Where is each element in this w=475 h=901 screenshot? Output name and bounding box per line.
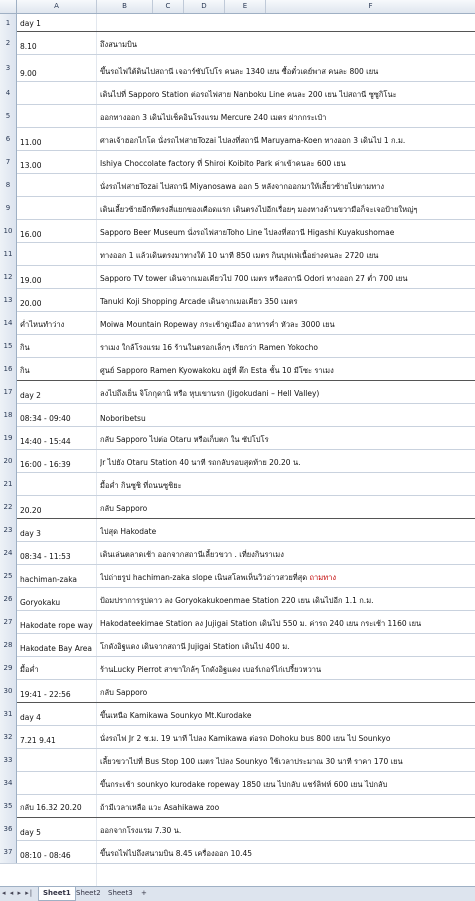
cell-b[interactable] (100, 549, 472, 561)
cell-a[interactable]: 19:41 - 22:56 (20, 690, 71, 699)
row-header[interactable]: 30 (0, 679, 17, 702)
cell-a[interactable]: 08:34 - 09:40 (20, 414, 71, 423)
select-all-corner[interactable] (0, 0, 17, 13)
table-row (0, 288, 475, 312)
column-header-b[interactable]: B (97, 0, 153, 13)
cell-b[interactable] (100, 595, 472, 607)
row-header[interactable]: 27 (0, 610, 17, 633)
cell-b-text: ทางออก 1 แล้วเดินตรงมาทางใต้ 10 นาที 850 เมตร กินบุฟเฟ่เนื้อย่างคนละ 2720 เยน (100, 251, 379, 260)
table-row (0, 196, 475, 220)
table-row (0, 610, 475, 634)
table-row (0, 679, 475, 703)
cell-b[interactable] (100, 710, 472, 722)
cell-a[interactable]: 08:34 - 11:53 (20, 552, 71, 561)
row-header[interactable]: 8 (0, 173, 17, 196)
table-row (0, 150, 475, 174)
cell-b[interactable] (100, 227, 472, 239)
row-header[interactable]: 12 (0, 265, 17, 288)
cell-a[interactable]: กิน (20, 343, 30, 352)
cell-b-text: เดินเล่นตลาดเช้า ออกจากสถานีเลี้ยวขวา . เที่ยงกินราเมง (100, 550, 284, 559)
cell-b-text: ขึ้นกระเช้า sounkyo kurodake ropeway 1850 เยน ไปกลับ แชร์ลิฟท์ 600 เยน ไปกลับ (100, 780, 388, 789)
table-row (0, 14, 475, 32)
row-header[interactable]: 31 (0, 702, 17, 725)
cell-a[interactable]: Goryokaku (20, 598, 61, 607)
cell-b[interactable] (100, 848, 472, 860)
cell-b[interactable] (100, 158, 472, 170)
table-row (0, 656, 475, 680)
cell-b[interactable] (100, 39, 472, 51)
cell-b-text: ลงไปถึงเย็น จิโกกุดานิ หรือ หุบเขานรก (Jigokudani – Hell Valley) (100, 389, 320, 398)
cell-a[interactable]: มื้อค่ำ (20, 665, 39, 674)
cell-b[interactable] (100, 250, 472, 262)
cell-b-text: เดินเลี้ยวซ้ายอีกทีตรงสี่แยกของเคือดแรก เดินตรงไปอีกเรื่อยๆ มองทางด้านขวามือก็จะเจอป้ายใหญ่ๆ (100, 205, 418, 214)
cell-b[interactable] (100, 296, 472, 308)
row-header[interactable]: 3 (0, 54, 17, 81)
cell-a[interactable]: day 1 (20, 19, 41, 28)
row-header[interactable]: 23 (0, 518, 17, 541)
cell-b-text: ศาลเจ้าฮอกไกโด นั่งรถไฟสายTozai ไปลงที่สถานี Maruyama-Koen ทางออก 3 เดินไป 1 ก.ม. (100, 136, 406, 145)
row-header[interactable]: 13 (0, 288, 17, 311)
cell-b-text: Hakodateekimae Station ลง Jujigai Station เดินไป 550 ม. ค่ารถ 240 เยน กระเช้า 1160 เยน (100, 619, 422, 628)
cell-b[interactable] (100, 480, 472, 492)
cell-b[interactable] (100, 414, 472, 423)
cell-a[interactable]: 8.10 (20, 42, 37, 51)
cell-a[interactable]: 08:10 - 08:46 (20, 851, 71, 860)
cell-a[interactable]: Hakodate Bay Area (20, 644, 93, 653)
cell-b-text: Ishiya Choccolate factory ที่ Shiroi Koibito Park ค่าเข้าคนละ 600 เยน (100, 159, 346, 168)
cell-b[interactable] (100, 204, 472, 216)
table-row (0, 334, 475, 358)
column-header-c[interactable]: C (153, 0, 184, 13)
table-row (0, 104, 475, 128)
row-header[interactable]: 22 (0, 495, 17, 518)
cell-b-text: กลับ Sapporo (100, 688, 148, 697)
table-row (0, 587, 475, 611)
cell-b-text: โกดังอิฐแดง เดินจากสถานี Jujigai Station เดินไป 400 ม. (100, 642, 290, 651)
cell-b[interactable] (100, 572, 472, 584)
table-row (0, 725, 475, 749)
cell-b[interactable] (100, 526, 472, 538)
table-row (0, 311, 475, 335)
cell-b[interactable] (100, 756, 472, 768)
cell-b[interactable] (100, 181, 472, 193)
table-row (0, 403, 475, 427)
row-header[interactable]: 1 (0, 14, 17, 31)
table-row (0, 564, 475, 588)
cell-b-text: ออกทางออก 3 เดินไปเช็คอินโรงแรม Mercure 240 เมตร ฝากกระเป๋า (100, 113, 327, 122)
cell-a[interactable]: 13.00 (20, 161, 42, 170)
cell-b-text: Jr ไปยัง Otaru Station 40 นาที รถกลับรอบสุดท้าย 20.20 น. (100, 458, 301, 467)
cell-a[interactable]: day 4 (20, 713, 41, 722)
cell-b[interactable] (100, 388, 472, 400)
row-header[interactable]: 35 (0, 794, 17, 817)
row-header[interactable]: 16 (0, 357, 17, 380)
cell-a[interactable]: กลับ 16.32 20.20 (20, 803, 82, 812)
cell-a[interactable]: 7.21 9.41 (20, 736, 56, 745)
row-header[interactable]: 29 (0, 656, 17, 679)
cell-b-text: Noboribetsu (100, 414, 146, 423)
row-header[interactable]: 34 (0, 771, 17, 794)
row-header[interactable]: 15 (0, 334, 17, 357)
cell-b-text: Sapporo TV tower เดินจากเมอเคียวไป 700 เมตร หรือสถานี Odori ทางออก 27 ต่ำ 700 เยน (100, 274, 408, 283)
cell-b[interactable] (100, 457, 472, 469)
row-header[interactable]: 37 (0, 840, 17, 863)
cell-b[interactable] (100, 503, 472, 515)
row-header[interactable]: 20 (0, 449, 17, 472)
column-header-f[interactable]: F (266, 0, 475, 13)
cell-a[interactable]: 11.00 (20, 138, 42, 147)
cell-b[interactable] (100, 825, 472, 837)
table-row (0, 426, 475, 450)
column-header-a[interactable]: A (17, 0, 97, 13)
cell-b-text: เลี้ยวขวาไปที่ Bus Stop 100 เมตร ไปลง Sounkyo ใช้เวลาประมาณ 30 นาที ราคา 170 เยน (100, 757, 403, 766)
table-row (0, 495, 475, 519)
sheet-tab-bar (0, 886, 475, 901)
cell-b-text: ถ้ามีเวลาเหลือ แวะ Asahikawa zoo (100, 803, 220, 812)
cell-b-text: กลับ Sapporo ไปต่อ Otaru หรือเก็บตก ใน ซัปโปโร (100, 435, 269, 444)
cell-b[interactable] (100, 618, 472, 630)
cell-a[interactable]: day 2 (20, 391, 41, 400)
table-row (0, 472, 475, 496)
table-row (0, 380, 475, 404)
cell-b-text: ไปถ่ายรูป hachiman-zaka slope เนินสโลพเห็นวิวอ่าวสวยที่สุด (100, 573, 308, 582)
cell-a[interactable]: ค่ำไหนทำว่าง (20, 320, 65, 329)
table-row (0, 702, 475, 726)
table-row (0, 748, 475, 772)
table-row (0, 794, 475, 818)
cell-b-text: ขึ้นรถไฟใต้ดินไปสถานี เจอาร์ซัปโปโร คนละ 1340 เยน ซื้อตั๋วเดย์พาส คนละ 800 เยน (100, 67, 379, 76)
cell-b-text: ไปสุด Hakodate (100, 527, 157, 536)
cell-b-text: ขึ้นรถไฟไปถึงสนามบิน 8.45 เครื่องออก 10.45 (100, 849, 253, 858)
cell-b-text: ป้อมปราการรูปดาว ลง Goryokakukoenmae Station 220 เยน เดินไปอีก 1.1 ก.ม. (100, 596, 374, 605)
row-header[interactable]: 32 (0, 725, 17, 748)
table-row (0, 633, 475, 657)
table-row (0, 817, 475, 841)
sheet-nav-arrows[interactable]: ◂ ◂ ▸ ▸| (2, 889, 34, 897)
cell-b[interactable] (100, 135, 472, 147)
row-header[interactable]: 9 (0, 196, 17, 219)
cell-b-text: Sapporo Beer Museum นั่งรถไฟสายToho Line ไปลงที่สถานี Higashi Kuyakushomae (100, 228, 395, 237)
cell-a[interactable]: 16:00 - 16:39 (20, 460, 71, 469)
cell-b-red-note: ถามทาง (309, 573, 337, 582)
table-row (0, 127, 475, 151)
cell-b[interactable] (100, 273, 472, 285)
cell-b-text: มื้อค่ำ กินซูชิ ที่ถนนซูชิยะ (100, 481, 182, 490)
row-header[interactable]: 2 (0, 31, 17, 54)
column-header-d[interactable]: D (184, 0, 225, 13)
table-row (0, 173, 475, 197)
row-header[interactable]: 11 (0, 242, 17, 265)
row-header[interactable]: 17 (0, 380, 17, 403)
column-header-e[interactable]: E (225, 0, 266, 13)
table-row (0, 357, 475, 381)
cell-b[interactable] (100, 687, 472, 699)
cell-a[interactable]: กิน (20, 366, 30, 375)
cell-a[interactable]: 9.00 (20, 69, 37, 78)
cell-b[interactable] (100, 779, 472, 791)
cell-b[interactable] (100, 733, 472, 745)
table-row (0, 81, 475, 105)
tab-sheet2[interactable]: Sheet2 (76, 889, 101, 897)
cell-b[interactable] (100, 434, 472, 446)
row-header[interactable]: 18 (0, 403, 17, 426)
add-sheet-icon[interactable]: + (141, 889, 147, 897)
table-row (0, 265, 475, 289)
table-row (0, 242, 475, 266)
cell-b-text: Moiwa Mountain Ropeway กระเช้าดูเมือง อาหารค่ำ หัวละ 3000 เยน (100, 320, 335, 329)
cell-b[interactable] (100, 664, 472, 676)
row-header[interactable]: 25 (0, 564, 17, 587)
cell-b[interactable] (100, 112, 472, 124)
cell-b-text: ร้านLucky Pierrot สาขาใกล้ๆ โกดังอิฐแดง เบอร์เกอร์ไก่เปรี้ยวหวาน (100, 665, 322, 674)
table-row (0, 840, 475, 864)
cell-a[interactable]: 20.00 (20, 299, 42, 308)
table-row (0, 771, 475, 795)
cell-b-text: ศูนย์ Sapporo Ramen Kyowakoku อยู่ที่ ตึก Esta ชั้น 10 มีโซะ ราเมง (100, 366, 334, 375)
row-header[interactable]: 5 (0, 104, 17, 127)
row-header[interactable]: 26 (0, 587, 17, 610)
table-row (0, 54, 475, 82)
row-header[interactable]: 24 (0, 541, 17, 564)
cell-b[interactable] (100, 89, 472, 101)
row-header[interactable]: 14 (0, 311, 17, 334)
row-header[interactable]: 6 (0, 127, 17, 150)
row-header[interactable]: 4 (0, 81, 17, 104)
cell-a[interactable]: 19.00 (20, 276, 42, 285)
cell-b-text: เดินไปที่ Sapporo Station ต่อรถไฟสาย Nanboku Line คนละ 200 เยน ไปสถานี ซูซูกิโนะ (100, 90, 397, 99)
table-row (0, 31, 475, 55)
cell-b[interactable] (100, 342, 472, 354)
row-header[interactable]: 28 (0, 633, 17, 656)
table-row (0, 518, 475, 542)
tab-sheet3[interactable]: Sheet3 (108, 889, 133, 897)
row-header[interactable]: 33 (0, 748, 17, 771)
cell-a[interactable]: day 5 (20, 828, 41, 837)
cell-b-text: กลับ Sapporo (100, 504, 148, 513)
cell-b[interactable] (100, 365, 472, 377)
cell-b-text: ขึ้นเหนือ Kamikawa Sounkyo Mt.Kurodake (100, 711, 252, 720)
cell-b-text: ออกจากโรงแรม 7.30 น. (100, 826, 182, 835)
table-row (0, 449, 475, 473)
row-header[interactable]: 36 (0, 817, 17, 840)
cell-b[interactable] (100, 641, 472, 653)
cell-b-text: ราเมง ใกล้โรงแรม 16 ร้านในตรอกเล็กๆ เรียกว่า Ramen Yokocho (100, 343, 318, 352)
cell-a[interactable]: 20.20 (20, 506, 42, 515)
column-header-bar (0, 0, 475, 14)
cell-b-text: Tanuki Koji Shopping Arcade เดินจากเมอเคียว 350 เมตร (100, 297, 298, 306)
cell-a[interactable]: 14:40 - 15:44 (20, 437, 71, 446)
row-header[interactable]: 7 (0, 150, 17, 173)
cell-b[interactable] (100, 66, 472, 78)
cell-a[interactable]: hachiman-zaka (20, 575, 78, 584)
cell-a[interactable]: 16.00 (20, 230, 42, 239)
tab-sheet1[interactable]: Sheet1 (38, 887, 76, 901)
cell-b[interactable] (100, 319, 472, 331)
row-header[interactable]: 19 (0, 426, 17, 449)
cell-b-text: ถึงสนามบิน (100, 40, 137, 49)
cell-a[interactable]: Hakodate rope way (20, 621, 93, 630)
cell-b[interactable] (100, 802, 472, 814)
row-header[interactable]: 10 (0, 219, 17, 242)
cell-a[interactable]: day 3 (20, 529, 41, 538)
row-header[interactable]: 21 (0, 472, 17, 495)
cell-b-text: นั่งรถไฟสายTozai ไปสถานี Miyanosawa ออก 5 หลังจากออกมาให้เลี้ยวซ้ายไปตามทาง (100, 182, 385, 191)
table-row (0, 219, 475, 243)
table-row (0, 541, 475, 565)
cell-b-text: นั่งรถไฟ Jr 2 ช.ม. 19 นาที ไปลง Kamikawa ต่อรถ Dohoku bus 800 เยน ไป Sounkyo (100, 734, 391, 743)
